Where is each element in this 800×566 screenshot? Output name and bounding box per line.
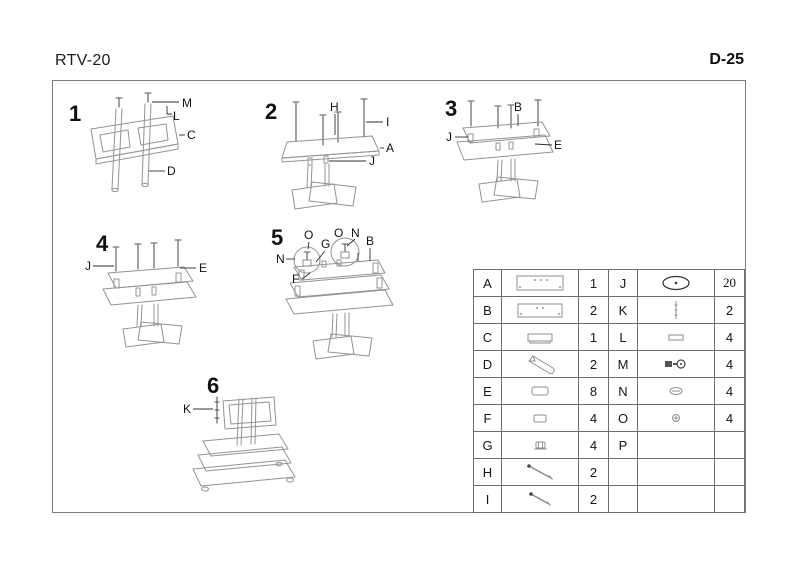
- part-qty: [715, 486, 745, 513]
- shelf-b-stack-drawing: [457, 122, 553, 202]
- part-letter: I: [474, 486, 502, 513]
- part-qty: 2: [579, 297, 609, 324]
- part-qty: 4: [715, 405, 745, 432]
- part-letter: [609, 486, 638, 513]
- part-icon-cell: [502, 432, 579, 459]
- step-5-drawing: [261, 215, 439, 373]
- part-icon-cell: [502, 459, 579, 486]
- table-row: [474, 459, 745, 486]
- bracket-plate-icon: [508, 326, 572, 348]
- label-f: F: [292, 272, 300, 286]
- part-qty: 2: [579, 486, 609, 513]
- label-j: J: [85, 259, 91, 273]
- part-letter: L: [609, 324, 638, 351]
- part-qty: 8: [579, 378, 609, 405]
- small-spacer-icon: [508, 407, 572, 429]
- step-number: 4: [96, 231, 109, 256]
- part-qty: [715, 432, 745, 459]
- part-icon-cell: [638, 297, 715, 324]
- part-icon-cell: [638, 270, 715, 297]
- label-m: M: [182, 96, 192, 110]
- label-e: E: [199, 261, 208, 275]
- part-icon-cell: [638, 486, 715, 513]
- screw-cap-icon: [644, 407, 708, 429]
- step-number: 1: [69, 101, 82, 126]
- label-l: L: [173, 109, 180, 123]
- label-e: E: [554, 138, 563, 152]
- step-2-figure: [259, 89, 417, 221]
- part-qty: 4: [579, 405, 609, 432]
- step-number: 5: [271, 225, 284, 250]
- label-d: D: [167, 164, 176, 178]
- part-icon-cell: [638, 432, 715, 459]
- part-icon-cell: [502, 405, 579, 432]
- washer-cap-icon: [644, 380, 708, 402]
- part-qty: 2: [715, 297, 745, 324]
- step-number: 6: [207, 373, 220, 398]
- label-b: B: [514, 100, 523, 114]
- part-qty: 2: [579, 459, 609, 486]
- rod-icon: [644, 299, 708, 321]
- part-qty: 1: [579, 270, 609, 297]
- long-screw-icon: [508, 461, 572, 483]
- table-row: [474, 297, 745, 324]
- part-letter: [609, 459, 638, 486]
- flat-spacer-icon: [644, 326, 708, 348]
- label-a: A: [386, 141, 395, 155]
- part-letter: C: [474, 324, 502, 351]
- label-b: B: [366, 234, 375, 248]
- part-qty: 4: [715, 324, 745, 351]
- part-icon-cell: [502, 270, 579, 297]
- table-row: [474, 432, 745, 459]
- part-letter: D: [474, 351, 502, 378]
- table-row: [474, 351, 745, 378]
- label-j: J: [369, 154, 375, 168]
- doc-number: D-25: [709, 51, 744, 68]
- part-letter: P: [609, 432, 638, 459]
- label-o-top: O: [334, 226, 344, 240]
- label-o-left: O: [304, 228, 314, 242]
- tv-bracket-panel-drawing: [91, 104, 178, 192]
- part-letter: H: [474, 459, 502, 486]
- step-2-drawing: [259, 89, 417, 221]
- step-4-drawing: [83, 221, 258, 363]
- part-icon-cell: [638, 324, 715, 351]
- tube-leg-icon: [508, 353, 572, 375]
- part-qty: 4: [579, 432, 609, 459]
- page-title: RTV-20: [55, 52, 111, 69]
- table-row: [474, 270, 745, 297]
- part-letter: M: [609, 351, 638, 378]
- shelf-panel-icon: [508, 299, 572, 321]
- part-letter: N: [609, 378, 638, 405]
- step-number: 2: [265, 99, 278, 124]
- part-icon-cell: [502, 486, 579, 513]
- step-4-figure: [83, 221, 258, 363]
- sleeve-spacer-icon: [508, 380, 572, 402]
- part-qty: [715, 459, 745, 486]
- leader-l: [167, 106, 172, 114]
- clamp-icon: [508, 434, 572, 456]
- step-5-figure: [261, 215, 439, 373]
- leader-n-top: [347, 239, 355, 246]
- step-1-figure: [61, 89, 256, 214]
- label-n-top: N: [351, 226, 360, 240]
- assembled-stand-drawing: [193, 397, 295, 491]
- part-icon-cell: [502, 297, 579, 324]
- bolt-icon: [644, 353, 708, 375]
- step-3-drawing: [441, 86, 603, 218]
- label-j: J: [446, 130, 452, 144]
- screws-drawing: [113, 240, 181, 271]
- part-qty: 4: [715, 351, 745, 378]
- parts-table: [473, 269, 745, 513]
- table-row: [474, 405, 745, 432]
- leader-o-left: [308, 242, 309, 249]
- long-screw-icon: [508, 488, 572, 510]
- label-c: C: [187, 128, 196, 142]
- table-row: [474, 486, 745, 513]
- step-number: 3: [445, 96, 458, 121]
- part-letter: E: [474, 378, 502, 405]
- step-3-figure: [441, 86, 603, 218]
- part-letter: G: [474, 432, 502, 459]
- part-letter: J: [609, 270, 638, 297]
- top-screws-drawing: [116, 93, 151, 107]
- step-6-figure: [177, 365, 362, 515]
- part-icon-cell: [638, 405, 715, 432]
- part-qty: 1: [579, 324, 609, 351]
- leader-f: [302, 273, 310, 279]
- label-i: I: [386, 115, 390, 129]
- part-icon-cell: [502, 378, 579, 405]
- label-g: G: [321, 237, 331, 251]
- table-row: [474, 378, 745, 405]
- label-n-left: N: [276, 252, 285, 266]
- part-icon-cell: [638, 378, 715, 405]
- part-letter: O: [609, 405, 638, 432]
- foot-disc-icon: [644, 272, 708, 294]
- part-letter: B: [474, 297, 502, 324]
- part-qty: 20: [715, 270, 745, 297]
- step-1-drawing: [61, 89, 256, 214]
- double-shelf-drawing: [103, 267, 196, 347]
- part-icon-cell: [502, 324, 579, 351]
- part-letter: F: [474, 405, 502, 432]
- rod-k-drawing: [215, 397, 219, 423]
- diagram-frame: [52, 80, 746, 513]
- shelf-a-drawing: [282, 136, 379, 209]
- shelf-panel-top-icon: [508, 272, 572, 294]
- part-letter: K: [609, 297, 638, 324]
- part-icon-cell: [638, 459, 715, 486]
- screws-drawing: [468, 100, 541, 128]
- part-icon-cell: [638, 351, 715, 378]
- part-qty: 2: [579, 351, 609, 378]
- part-qty: 4: [715, 378, 745, 405]
- part-icon-cell: [502, 351, 579, 378]
- part-letter: A: [474, 270, 502, 297]
- step-6-drawing: [177, 365, 362, 515]
- table-row: [474, 324, 745, 351]
- triple-shelf-drawing: [286, 253, 393, 359]
- label-h: H: [330, 100, 339, 114]
- label-k: K: [183, 402, 192, 416]
